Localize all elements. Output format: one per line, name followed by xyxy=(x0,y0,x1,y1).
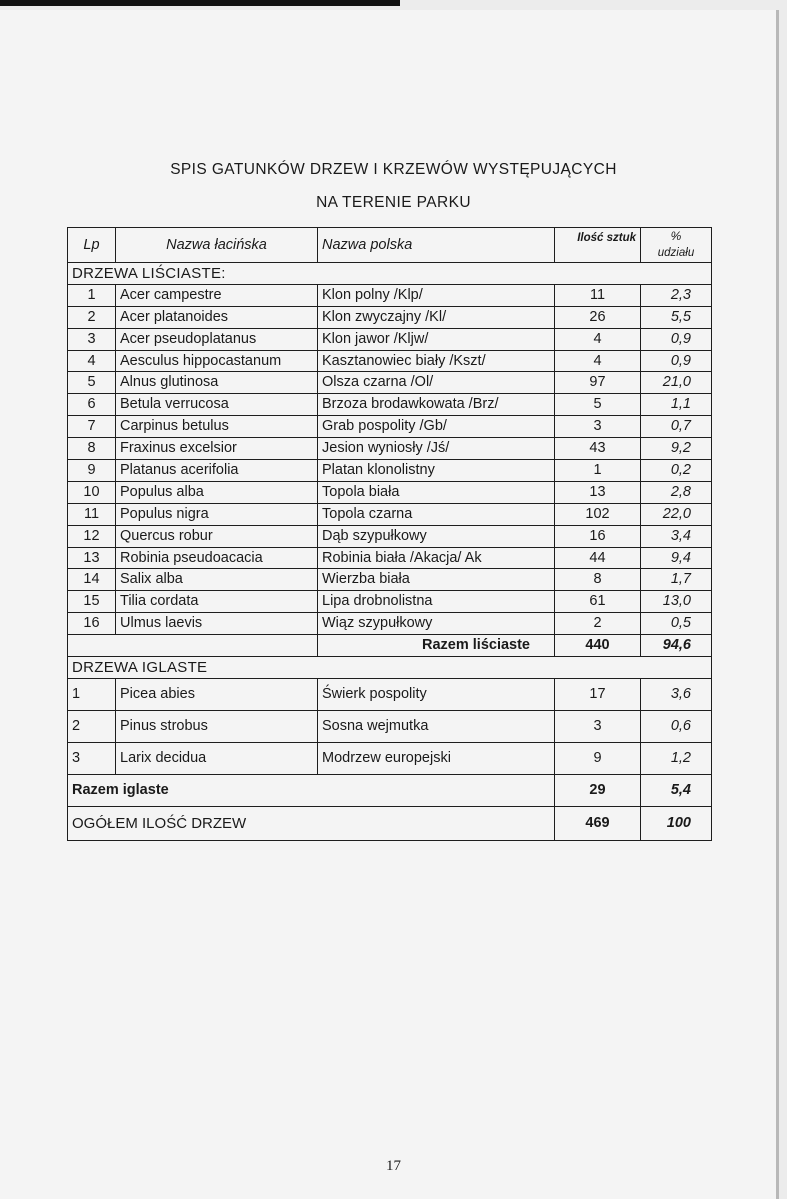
page-number: 17 xyxy=(386,1158,401,1174)
table-row xyxy=(68,284,712,306)
conifer-total-label: Razem iglaste xyxy=(68,774,555,806)
table-row xyxy=(68,438,712,460)
row-lp: 13 xyxy=(68,547,116,569)
row-polish-name: Lipa drobnolistna xyxy=(318,591,555,613)
row-count: 9 xyxy=(555,742,641,774)
section-label-deciduous: DRZEWA LIŚCIASTE: xyxy=(68,263,712,285)
row-polish-name: Kasztanowiec biały /Kszt/ xyxy=(318,350,555,372)
row-count: 3 xyxy=(555,416,641,438)
row-percent: 0,7 xyxy=(641,416,712,438)
row-lp: 2 xyxy=(68,306,116,328)
row-polish-name: Klon jawor /Kljw/ xyxy=(318,328,555,350)
table-row xyxy=(68,503,712,525)
row-lp: 15 xyxy=(68,591,116,613)
row-latin-name: Platanus acerifolia xyxy=(116,460,318,482)
row-count: 4 xyxy=(555,350,641,372)
row-count: 3 xyxy=(555,710,641,742)
row-percent: 3,4 xyxy=(641,525,712,547)
table-row xyxy=(68,481,712,503)
row-latin-name: Populus alba xyxy=(116,481,318,503)
row-latin-name: Quercus robur xyxy=(116,525,318,547)
row-polish-name: Wiąz szypułkowy xyxy=(318,613,555,635)
row-lp: 4 xyxy=(68,350,116,372)
row-polish-name: Klon zwyczajny /Kl/ xyxy=(318,306,555,328)
grand-total-row xyxy=(68,806,712,840)
table-body xyxy=(68,263,712,841)
row-polish-name: Topola biała xyxy=(318,481,555,503)
row-count: 4 xyxy=(555,328,641,350)
row-percent: 0,5 xyxy=(641,613,712,635)
row-polish-name: Brzoza brodawkowata /Brz/ xyxy=(318,394,555,416)
row-latin-name: Alnus glutinosa xyxy=(116,372,318,394)
table-row xyxy=(68,525,712,547)
row-polish-name: Klon polny /Klp/ xyxy=(318,284,555,306)
row-count: 5 xyxy=(555,394,641,416)
row-latin-name: Tilia cordata xyxy=(116,591,318,613)
deciduous-total-row xyxy=(68,635,712,657)
row-percent: 1,1 xyxy=(641,394,712,416)
header-percent-sub: udziału xyxy=(657,247,695,259)
row-lp: 10 xyxy=(68,481,116,503)
table-row xyxy=(68,547,712,569)
row-polish-name: Modrzew europejski xyxy=(318,742,555,774)
header-percent-symbol: % xyxy=(670,229,682,243)
grand-total-count: 469 xyxy=(555,806,641,840)
row-percent: 2,3 xyxy=(641,284,712,306)
conifer-total-count: 29 xyxy=(555,774,641,806)
row-count: 8 xyxy=(555,569,641,591)
row-latin-name: Acer pseudoplatanus xyxy=(116,328,318,350)
row-latin-name: Salix alba xyxy=(116,569,318,591)
table-row xyxy=(68,591,712,613)
table-row xyxy=(68,742,712,774)
row-percent: 1,2 xyxy=(641,742,712,774)
row-count: 16 xyxy=(555,525,641,547)
row-percent: 9,2 xyxy=(641,438,712,460)
row-lp: 2 xyxy=(68,710,116,742)
row-count: 17 xyxy=(555,678,641,710)
document-title-line-1: SPIS GATUNKÓW DRZEW I KRZEWÓW WYSTĘPUJĄCYCH xyxy=(170,161,617,178)
row-polish-name: Świerk pospolity xyxy=(318,678,555,710)
scan-dark-border xyxy=(0,0,400,6)
row-latin-name: Acer platanoides xyxy=(116,306,318,328)
table-row xyxy=(68,350,712,372)
row-polish-name: Jesion wyniosły /Jś/ xyxy=(318,438,555,460)
row-latin-name: Larix decidua xyxy=(116,742,318,774)
row-lp: 11 xyxy=(68,503,116,525)
grand-total-percent: 100 xyxy=(641,806,712,840)
header-lp: Lp xyxy=(68,228,116,263)
row-percent: 0,9 xyxy=(641,328,712,350)
row-lp: 1 xyxy=(68,284,116,306)
row-latin-name: Picea abies xyxy=(116,678,318,710)
row-lp: 14 xyxy=(68,569,116,591)
header-polish-name: Nazwa polska xyxy=(318,228,555,263)
document-title-line-2: NA TERENIE PARKU xyxy=(316,194,471,211)
row-lp: 8 xyxy=(68,438,116,460)
row-polish-name: Wierzba biała xyxy=(318,569,555,591)
row-percent: 5,5 xyxy=(641,306,712,328)
conifer-total-row xyxy=(68,774,712,806)
grand-total-label: OGÓŁEM ILOŚĆ DRZEW xyxy=(68,806,555,840)
total-empty-cell xyxy=(68,635,318,657)
row-polish-name: Dąb szypułkowy xyxy=(318,525,555,547)
row-lp: 3 xyxy=(68,328,116,350)
table-row xyxy=(68,394,712,416)
table-row xyxy=(68,460,712,482)
row-percent: 9,4 xyxy=(641,547,712,569)
table-row xyxy=(68,306,712,328)
scan-top-edge xyxy=(0,0,787,10)
row-polish-name: Topola czarna xyxy=(318,503,555,525)
row-latin-name: Betula verrucosa xyxy=(116,394,318,416)
row-percent: 0,9 xyxy=(641,350,712,372)
row-count: 2 xyxy=(555,613,641,635)
row-lp: 6 xyxy=(68,394,116,416)
table-row xyxy=(68,613,712,635)
row-count: 13 xyxy=(555,481,641,503)
section-label-conifers: DRZEWA IGLASTE xyxy=(68,657,712,679)
table-header-row xyxy=(68,228,712,263)
table-row xyxy=(68,416,712,438)
row-latin-name: Fraxinus excelsior xyxy=(116,438,318,460)
row-lp: 3 xyxy=(68,742,116,774)
row-percent: 1,7 xyxy=(641,569,712,591)
row-latin-name: Ulmus laevis xyxy=(116,613,318,635)
row-count: 61 xyxy=(555,591,641,613)
row-count: 26 xyxy=(555,306,641,328)
row-percent: 21,0 xyxy=(641,372,712,394)
row-polish-name: Robinia biała /Akacja/ Ak xyxy=(318,547,555,569)
row-count: 1 xyxy=(555,460,641,482)
row-lp: 5 xyxy=(68,372,116,394)
row-latin-name: Populus nigra xyxy=(116,503,318,525)
row-polish-name: Olsza czarna /Ol/ xyxy=(318,372,555,394)
section-row-conifers xyxy=(68,657,712,679)
row-count: 102 xyxy=(555,503,641,525)
row-lp: 16 xyxy=(68,613,116,635)
header-count: Ilość sztuk xyxy=(555,228,641,263)
row-count: 97 xyxy=(555,372,641,394)
row-lp: 7 xyxy=(68,416,116,438)
table-row xyxy=(68,328,712,350)
section-row-deciduous xyxy=(68,263,712,285)
row-percent: 0,6 xyxy=(641,710,712,742)
table-row xyxy=(68,678,712,710)
row-latin-name: Pinus strobus xyxy=(116,710,318,742)
header-percent xyxy=(641,228,712,263)
row-latin-name: Acer campestre xyxy=(116,284,318,306)
row-percent: 3,6 xyxy=(641,678,712,710)
table-row xyxy=(68,710,712,742)
row-latin-name: Robinia pseudoacacia xyxy=(116,547,318,569)
row-percent: 13,0 xyxy=(641,591,712,613)
deciduous-total-count: 440 xyxy=(555,635,641,657)
row-count: 43 xyxy=(555,438,641,460)
row-polish-name: Platan klonolistny xyxy=(318,460,555,482)
row-percent: 0,2 xyxy=(641,460,712,482)
deciduous-total-percent: 94,6 xyxy=(641,635,712,657)
row-latin-name: Carpinus betulus xyxy=(116,416,318,438)
row-lp: 9 xyxy=(68,460,116,482)
header-latin-name: Nazwa łacińska xyxy=(116,228,318,263)
row-polish-name: Sosna wejmutka xyxy=(318,710,555,742)
row-lp: 1 xyxy=(68,678,116,710)
table-row xyxy=(68,569,712,591)
row-latin-name: Aesculus hippocastanum xyxy=(116,350,318,372)
row-count: 44 xyxy=(555,547,641,569)
row-polish-name: Grab pospolity /Gb/ xyxy=(318,416,555,438)
deciduous-total-label: Razem liściaste xyxy=(318,635,555,657)
tree-species-table xyxy=(67,227,712,841)
table-row xyxy=(68,372,712,394)
row-lp: 12 xyxy=(68,525,116,547)
row-count: 11 xyxy=(555,284,641,306)
row-percent: 22,0 xyxy=(641,503,712,525)
conifer-total-percent: 5,4 xyxy=(641,774,712,806)
row-percent: 2,8 xyxy=(641,481,712,503)
